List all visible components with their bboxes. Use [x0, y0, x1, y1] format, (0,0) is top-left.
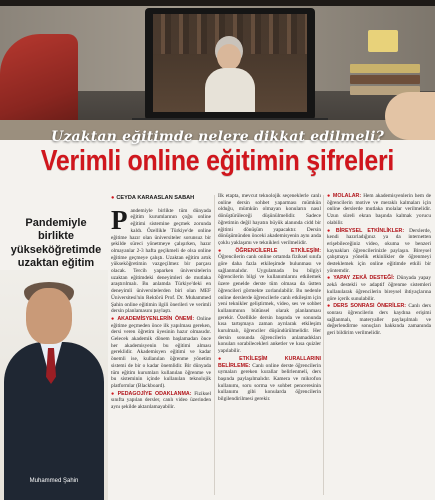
- yellow-notebook: [368, 30, 398, 52]
- subheading: BİREYSEL ETKİNLİKLER:: [335, 227, 405, 234]
- bullet-icon: ●: [111, 315, 116, 322]
- paragraph-text: Hem akademisyenlerin hem de öğrencilerin motive ve meraklı kalmaları için online derslerde mutlaka molalar verilmelidir. Uzun süreli ekran başında kalmak yorucu olabilir.: [327, 193, 431, 226]
- bullet-icon: ●: [327, 227, 334, 234]
- paragraph-text: Online eğitime geçmeden önce ilk yapılması gereken, dersi veren öğretim üyesinin hazır olmasıdır. Gelecek akademik dönem başlamadan önce her akademisyenin bu eğitimi alması gereklidir. Akademisyen eğitimi ve kadar önemli ise, kullanılan öğrenme yönetim sistemi de bir o kadar önemlidir. Bir dünyada tüm eğitim kurumları kullanılan öğrenme ve bu sisteminin içinde kullanılan teknolojik platformlar (Blackboard).: [111, 315, 211, 389]
- bullet-icon: ●: [218, 247, 234, 254]
- subheading: YAPAY ZEKÂ DESTEĞİ:: [333, 275, 395, 282]
- bullet-icon: ●: [327, 303, 332, 310]
- subheading: DERS SONRASI ÖNERİLER:: [333, 303, 407, 310]
- subheading: PEDAGOJİYE ODAKLANMA:: [117, 390, 192, 397]
- portrait-caption: Muhammed Şahin: [29, 478, 79, 484]
- column-divider: [214, 195, 215, 495]
- author-portrait: [0, 270, 108, 500]
- paragraph-text: Canlı online derste öğrencilerin uymaları gereken kurallar belirlenmeli, ders başında paylaşılmalıdır. Kamera ve mikrofon kullanımı, soru sorma ve sohbet penceresinin kullanımı gibi konularda öğrencilerin bilgilendirilmesi gerekir.: [218, 362, 321, 403]
- headline-title: Verimli online eğitimin şifreleri: [40, 145, 395, 177]
- headline-kicker: Uzaktan eğitimde nelere dikkat edilmeli?: [51, 129, 384, 145]
- teacher-body: [205, 68, 255, 112]
- bullet-icon: ●: [111, 390, 116, 397]
- paragraph: [111, 316, 211, 390]
- paragraph: İlk etapta, mevcut teknolojik seçeneklerle canlı online dersin sohbet yaparması mümkün olduğu, mümkün olmayan konuların nasıl dönüştürüleceği düşünülmelidir. Sadece öğretimin değil hayatın büyük alanında cidd bir eğitimi dönüşüm yapacaktır. Dersin dönüşümünden önceki akademisyenin aynı anda çoklu yaklaşımı ve teknikleri verilmelidir.: [218, 193, 321, 246]
- lede-text: Pandemiyle birlikte yükseköğretimde uzaktan eğitim: [10, 217, 102, 270]
- hero-photo: [0, 0, 435, 140]
- paragraph: [327, 303, 431, 337]
- subheading: AKADEMİSYENLERİN ÖNEMİ:: [117, 315, 195, 322]
- article-column-3: [327, 193, 431, 500]
- subheading: ETKİLEŞİM KURALLARINI BELİRLEME:: [218, 355, 321, 369]
- paragraph-text: Dünyada yapay zekâ destekli ve adaptif öğrenme sistemleri kullanılarak öğrencilerin bireysel ihtiyaçlarına göre içerik sunulabilir.: [327, 275, 431, 302]
- teacher-head: [217, 44, 241, 70]
- subheading: MOLALAR:: [332, 193, 362, 199]
- drop-cap: P: [111, 204, 128, 235]
- subheading: ÖĞRENCİLERLE ETKİLEŞİM:: [235, 247, 321, 254]
- bullet-icon: ●: [218, 355, 238, 362]
- column-divider: [323, 195, 324, 495]
- article-column-1: [111, 193, 211, 500]
- laptop-screen: [153, 14, 307, 112]
- paragraph-text: andemiyle birlikte tüm dünyada eğitim kurumlarının çoğu online eğitimi sistemine geçmek zorunda kaldı. Özellikle Türkiye'de online eğitime hazır olan üniversiteler sorunsuz bir şekilde süreci yönetmeye çalışırken, hazır olmayanlar 2-3 hafta geçikmeli de olsa online eğitime geçmeye çalıştı. Uzaktan eğitim artık yükseköğretimin vazgeçilmez bir parçası olacak. Tercih yaparken üniversitelerin uzaktan eğitimdeki deneyimleri de mutlaka araştırılmalı. Bu anlamda Türkiye'deki en deneyimli üniversitelerden biri olan MEF Üniversitesi'nin Rektörü Prof. Dr. Muhammed Şahin online eğitimin ilgili önerileri ve verimli dersin planlamasını paylaştı.: [111, 207, 211, 315]
- byline: [111, 195, 211, 202]
- paragraph: [218, 356, 321, 403]
- bullet-icon: ●: [327, 193, 331, 199]
- paragraph: [218, 248, 321, 355]
- paragraph: [327, 228, 431, 275]
- paragraph-text: Canlı ders sonrası öğrencilerin ders kaydına erişimi sağlanmalı, materyaller paylaşılmalı ve değerlendirme sonuçları hakkında zamanında geri bildirim verilmelidir.: [327, 303, 431, 337]
- article-column-2: [218, 193, 321, 500]
- byline-text: CEYDA KARAASLAN SABAH: [116, 195, 195, 201]
- paragraph-text: Derslerde, kendi hazırladığınız ya da internetten erişebileceğiniz video, okuma ve benzeri kaynakları öğrencilerinizle paylaşın. Bireysel çalışmaya yönelik etkinlikler de öğrenmeyi desteklemek için online eğitimde etkili bir yöntemdir.: [327, 227, 431, 274]
- paragraph-text: Öğrencilerin canlı online ortamda fiziksel sınıfa göre daha fazla etkileşimde bulunması ve sağlanmalıdır. Uygulamada bu bilgiyi öğrencilerin bilgi ve kullanımlarını etkilemek üzere genelde derste tüm olmasa da üstten öğrencileri görmekte zorlanılabilir. Bu nedenle online derslerde öğrencilerle canlı etkileşim için yeni teknikler geliştirmek, video, ses ve sohbet kullanımının bütünsel olarak planlanması gerekir. Özellikle dersin başında ve sonunda kısa tartışmaya zaman ayrılarak etkileşim kurulmalı, öğrenciler düşündürülmelidir. Her dersin sonunda öğrencilerin anlamadıkları konuları sorabilecekleri anketler ve kısa quizler yapılabilir.: [218, 254, 321, 355]
- paragraph: [327, 275, 431, 302]
- portrait-face: [26, 288, 72, 344]
- bullet-icon: ●: [327, 275, 332, 282]
- paragraph: [111, 391, 211, 411]
- paragraph: [327, 193, 431, 227]
- paragraph-text: Fiziksel sınıfta yapılan dersler, canlı video üzerinden aynı şekilde aktarılamayabilir.: [111, 390, 211, 411]
- paragraph: [111, 204, 211, 315]
- page-top-strip: [0, 0, 435, 6]
- bullet-icon: ●: [111, 195, 115, 201]
